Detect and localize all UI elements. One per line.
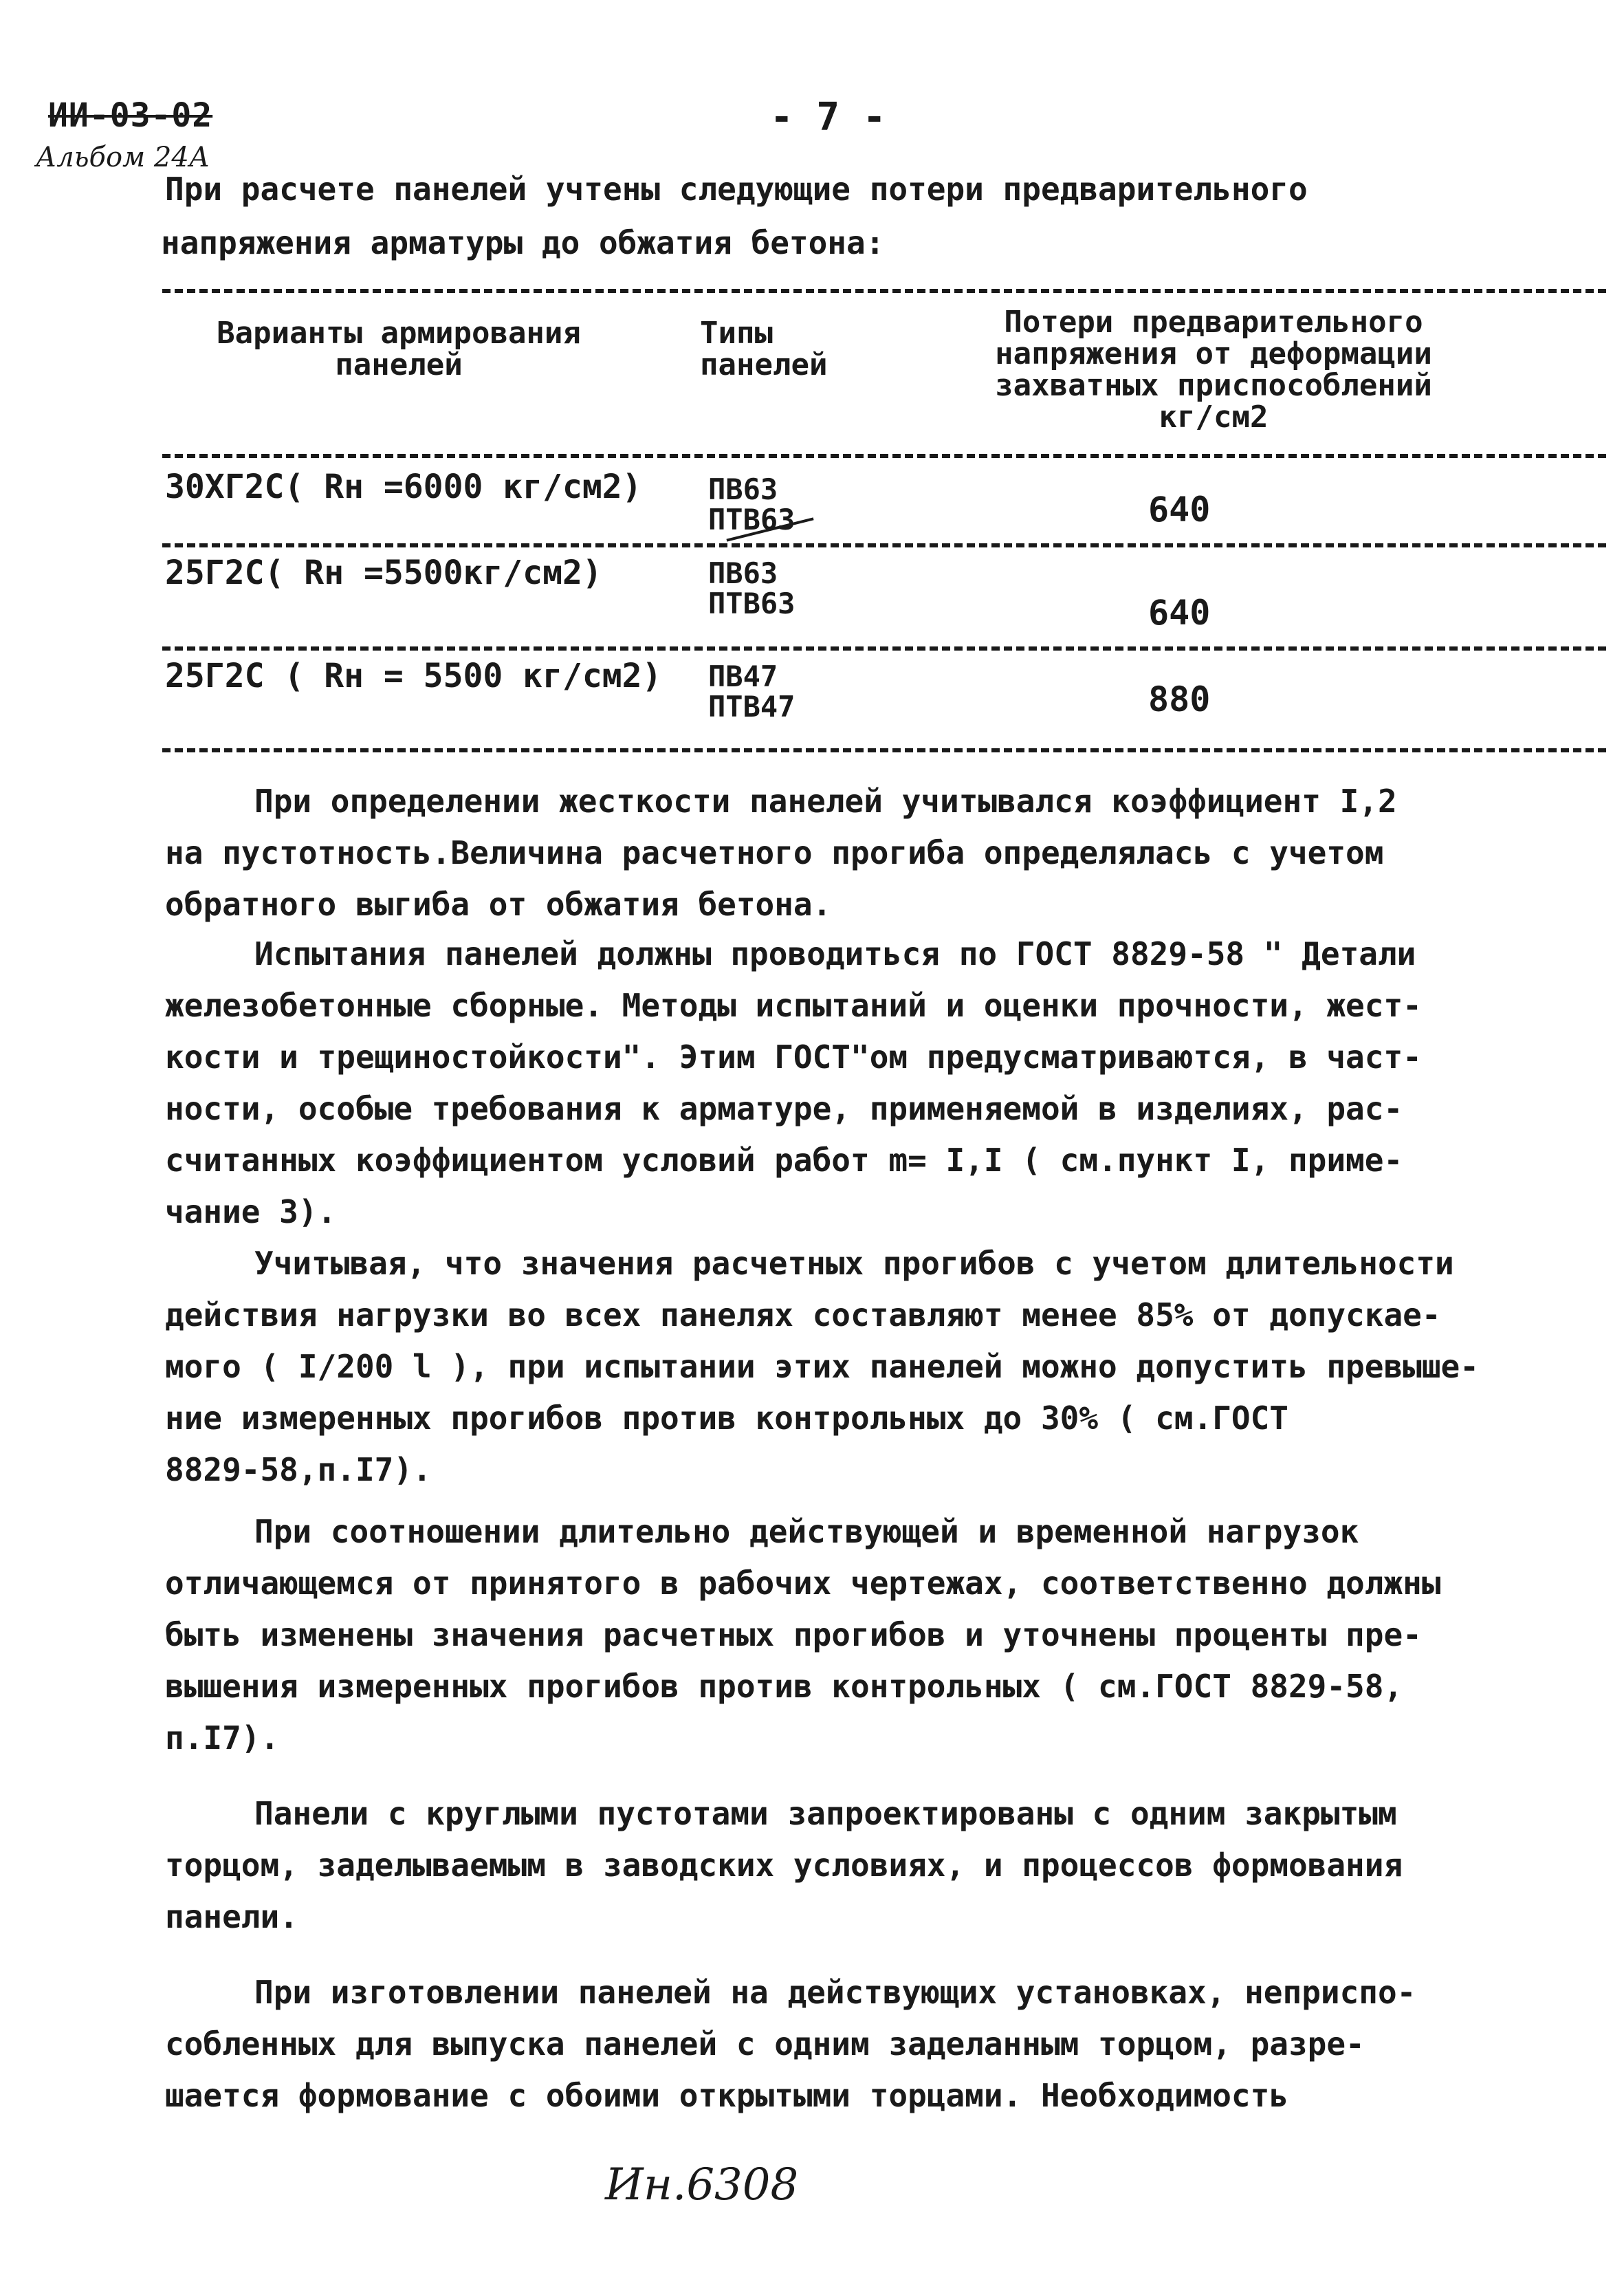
paragraph-line: п.I7).: [165, 1719, 280, 1756]
header-text: кг/см2: [1159, 400, 1269, 435]
table-bottom-rule: [162, 748, 1606, 752]
table-cell-loss: 640: [1148, 593, 1211, 633]
type-label: ПВ63: [708, 556, 778, 590]
intro-line: напряжения арматуры до обжатия бетона:: [161, 224, 885, 261]
paragraph-line: панели.: [165, 1898, 298, 1935]
paragraph-line: ние измеренных прогибов против контрольных до 30% ( см.ГОСТ: [165, 1400, 1288, 1437]
paragraph-line: считанных коэффициентом условий работ m= I,I ( см.пункт I, приме-: [165, 1142, 1403, 1179]
paragraph-line: железобетонные сборные. Методы испытаний и оценки прочности, жест-: [165, 987, 1422, 1024]
header-losses: [952, 307, 1475, 433]
header-text: напряжения от деформации: [995, 336, 1432, 371]
paragraph-line: кости и трещиностойкости". Этим ГОСТ"ом предусматриваются, в част-: [165, 1038, 1422, 1076]
header-text: Варианты армирования: [217, 316, 581, 351]
type-label: ПТВ47: [708, 690, 795, 723]
intro-text: [161, 162, 1513, 270]
album-note: Альбом 24А: [36, 142, 210, 173]
paragraph-line: быть изменены значения расчетных прогибов и уточнены проценты пре-: [165, 1616, 1422, 1653]
table-cell-variant: 25Г2С ( Rн = 5500 кг/см2): [165, 657, 662, 695]
inventory-number: Ин.6308: [605, 2159, 799, 2210]
table-row-rule: [162, 646, 1606, 651]
paragraph-line: на пустотность.Величина расчетного прогиба определялась с учетом: [165, 834, 1384, 871]
paragraph-line: торцом, заделываемым в заводских условиях, и процессов формования: [165, 1847, 1403, 1884]
paragraph-line: При соотношении длительно действующей и временной нагрузок: [254, 1513, 1359, 1550]
type-label: ПВ63: [708, 472, 778, 506]
paragraph-stiffness: [165, 776, 1533, 930]
paragraph-line: чание 3).: [165, 1193, 337, 1230]
table-cell-types: [708, 558, 795, 619]
paragraph-line: собленных для выпуска панелей с одним заделанным торцом, разре-: [165, 2025, 1365, 2062]
paragraph-voids: [165, 1788, 1533, 1943]
paragraph-line: При определении жесткости панелей учитывался коэффициент I,2: [254, 783, 1397, 820]
paragraph-line: мого ( I/200 l ), при испытании этих панелей можно допустить превыше-: [165, 1348, 1479, 1385]
paragraph-line: обратного выгиба от обжатия бетона.: [165, 886, 832, 923]
paragraph-line: 8829-58,п.I7).: [165, 1451, 432, 1488]
header-types: [700, 318, 851, 381]
paragraph-line: вышения измеренных прогибов против контрольных ( см.ГОСТ 8829-58,: [165, 1668, 1403, 1705]
type-label: ПТВ63: [708, 587, 795, 620]
header-text: панелей: [335, 347, 463, 382]
paragraph-line: шается формование с обоими открытыми торцами. Необходимость: [165, 2077, 1288, 2114]
paragraph-loads: [165, 1506, 1533, 1764]
paragraph-line: Панели с круглыми пустотами запроектированы с одним закрытым: [254, 1795, 1397, 1832]
paragraph-line: отличающемся от принятого в рабочих чертежах, соответственно должны: [165, 1565, 1441, 1602]
paragraph-line: Испытания панелей должны проводиться по ГОСТ 8829-58 " Детали: [254, 935, 1416, 972]
table-top-rule: [162, 289, 1606, 293]
header-text: захватных приспособлений: [995, 368, 1432, 403]
document-code: ИИ-03-02: [48, 96, 213, 135]
type-label: ПВ47: [708, 660, 778, 693]
paragraph-line: ности, особые требования к арматуре, применяемой в изделиях, рас-: [165, 1090, 1403, 1127]
paragraph-line: действия нагрузки во всех панелях составляют менее 85% от допускае-: [165, 1296, 1441, 1334]
paragraph-line: При изготовлении панелей на действующих установках, неприспо-: [254, 1974, 1416, 2011]
type-label: ПТВ63: [708, 503, 795, 536]
header-variants: [165, 318, 633, 381]
header-text: Типы: [700, 316, 773, 351]
paragraph-deflections: [165, 1238, 1533, 1496]
table-cell-loss: 640: [1148, 490, 1211, 530]
table-header-rule: [162, 454, 1606, 458]
intro-line: При расчете панелей учтены следующие потери предварительного: [165, 171, 1308, 208]
page-number: - 7 -: [770, 95, 886, 140]
paragraph-line: Учитывая, что значения расчетных прогибов с учетом длительности: [254, 1245, 1454, 1282]
table-row-rule: [162, 543, 1606, 547]
table-cell-types: [708, 662, 795, 722]
table-cell-variant: 30ХГ2С( Rн =6000 кг/см2): [165, 468, 642, 506]
table-cell-variant: 25Г2С( Rн =5500кг/см2): [165, 554, 602, 592]
header-text: панелей: [700, 347, 828, 382]
paragraph-testing: [165, 928, 1533, 1238]
header-text: Потери предварительного: [1004, 305, 1423, 340]
paragraph-manufacturing: [165, 1967, 1533, 2122]
table-cell-loss: 880: [1148, 679, 1211, 719]
